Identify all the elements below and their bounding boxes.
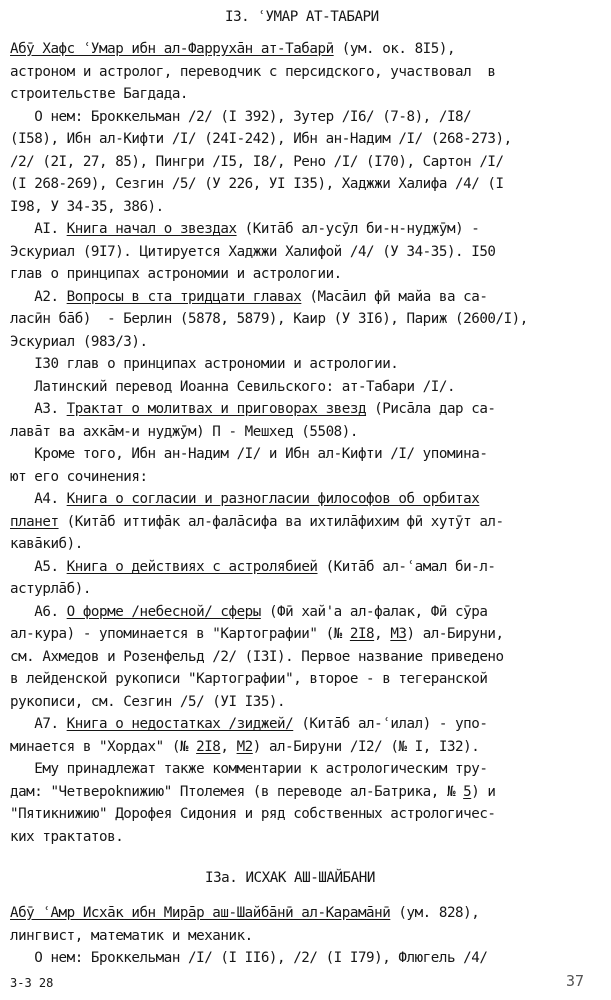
text-line (10, 265, 342, 283)
text-span: Эскуриал (983/3). (10, 333, 148, 350)
text-span: I30 глав о принципах астрономии и астрологии. (10, 356, 399, 372)
text-span: О нем: Броккельман /2/ (I 392), Зутер /I6/ (7-8), /I8/ (10, 108, 472, 125)
underlined-text: 2I8 (349, 626, 375, 642)
text-span: /2/ (2I, 27, 85), Пингри /I5, I8/, Рено /I/ (I70), Сартон /I/ (10, 153, 504, 170)
text-span: Ему принадлежат также комментарии к астрологическим тру- (10, 761, 488, 777)
text-span: ют его сочинения: (10, 468, 148, 485)
text-span: астроном и астролог, переводчик с персидского, участвовал в (10, 63, 496, 80)
underlined-text: Книга о действиях с астролябией (66, 558, 318, 575)
text-line (10, 715, 487, 733)
text-span: Кроме того, Ибн ан-Надим /I/ и Ибн ал-Кифти /I/ упомина- (10, 446, 488, 462)
text-span: лавāт ва ахкāм-и нуджӯм) П - Мешхед (5508). (10, 423, 358, 440)
text-span: глав о принципах астрономии и астрологии. (10, 266, 342, 282)
text-line (10, 445, 487, 463)
text-line (10, 468, 148, 486)
text-line (10, 355, 398, 373)
text-span: (Китāб ал-ʿилал) - упо- (293, 716, 488, 732)
text-span: AI. (10, 221, 67, 237)
text-line (10, 603, 487, 621)
text-line (10, 490, 479, 508)
underlined-text: 5 (463, 783, 472, 800)
underlined-text: Книга о недостатках /зиджей/ (66, 716, 294, 732)
text-span: (Китāб иттифāк ал-фалāсифа ва ихтилāфихим фӣ хутӯт ал- (58, 513, 504, 530)
text-span: дам: "Четвероknижию" Птолемея (в переводе ал-Батрика, № (10, 783, 464, 800)
underlined-text: О форме /небесной/ сферы (66, 603, 261, 620)
text-line (10, 378, 455, 396)
section-heading: I3. ʿУМАР АТ-ТАБАРИ (225, 9, 379, 25)
text-span: (Рисāла дар са- (366, 401, 496, 417)
text-span: (Фӣ хай'а ал-фалак, Фӣ сӯра (260, 603, 488, 620)
text-span: "Пятикнижию" Дорофея Сидония и ряд собственных астрологичес- (10, 806, 496, 822)
text-line (10, 153, 504, 171)
text-span: I98, У 34-35, 386). (10, 198, 164, 215)
underlined-text: Абӯ ʿАмр Исхāк ибн Мирāр аш-Шайбāнӣ ал-Карамāнӣ (10, 905, 391, 921)
text-span: A3. (10, 401, 67, 417)
text-line (10, 693, 285, 711)
text-span: A6. (10, 603, 67, 620)
text-span: (I58), Ибн ал-Кифти /I/ (24I-242), Ибн ан-Надим /I/ (268-273), (10, 131, 512, 147)
text-line (10, 904, 479, 922)
text-line (10, 310, 528, 328)
text-line (10, 648, 504, 666)
text-span: (ум. ок. 8I5), (333, 41, 456, 57)
text-line (10, 85, 188, 103)
text-line (10, 760, 487, 778)
text-line (10, 288, 487, 306)
page-number: 37 (566, 972, 585, 990)
text-line (10, 927, 253, 945)
text-span: ал-кура) - упоминается в "Картографии" (№ (10, 626, 350, 642)
text-span: (I 268-269), Сезгин /5/ (У 226, УI I35), Хаджжи Халифа /4/ (I (10, 176, 504, 192)
text-line (10, 738, 479, 756)
text-line (10, 805, 496, 823)
section-heading: I3a. ИСХАК АШ-ШАЙБАНИ (205, 870, 375, 886)
underlined-text: планет (10, 513, 59, 530)
text-line (10, 198, 164, 216)
text-line (10, 558, 496, 576)
text-span: строительстве Багдада. (10, 86, 189, 102)
text-line (10, 400, 496, 418)
text-span: A2. (10, 288, 67, 305)
text-span: ласӣн бāб) - Берлин (5878, 5879), Каир (У 3I6), Париж (2600/I), (10, 311, 528, 327)
text-span: О нем: Броккельман /I/ (I II6), /2/ (I I79), Флюгель /4/ (10, 950, 488, 966)
underlined-text: Вопросы в ста тридцати главах (66, 288, 302, 305)
text-span: (ум. 828), (390, 905, 480, 921)
text-span: (Китāб ал-усӯл би-н-нуджӯм) - (236, 221, 480, 237)
text-line (10, 175, 504, 193)
text-span: рукописи, см. Сезгин /5/ (УI I35). (10, 693, 286, 710)
text-line (10, 625, 504, 643)
text-span: , (374, 626, 391, 642)
text-span: , (220, 738, 237, 755)
text-line (10, 535, 83, 553)
text-span: лингвист, математик и механик. (10, 927, 253, 944)
text-span: (Масāил фӣ майа ва са- (301, 288, 488, 305)
text-span: A5. (10, 558, 67, 575)
text-line (10, 243, 496, 261)
text-line (10, 220, 479, 238)
text-line (10, 949, 487, 967)
underlined-text: M2 (236, 738, 253, 755)
text-span: A7. (10, 716, 67, 732)
text-line (10, 63, 496, 81)
underlined-text: 2I8 (196, 738, 221, 755)
text-line (10, 423, 358, 441)
text-line (10, 333, 148, 351)
text-span: минается в "Хордах" (№ (10, 738, 197, 755)
text-line (10, 828, 123, 846)
text-line (10, 783, 496, 801)
text-span: A4. (10, 491, 67, 507)
text-span: ) ал-Бируни /I2/ (№ I, I32). (252, 738, 480, 755)
text-span: Латинский перевод Иоанна Севильского: ат-Табари /I/. (10, 378, 456, 395)
underlined-text: M3 (390, 626, 407, 642)
text-line (10, 108, 471, 126)
text-line (10, 580, 91, 598)
underlined-text: Книга о согласии и разногласии философов об орбитах (66, 491, 480, 507)
text-line (10, 40, 455, 58)
text-span: ) ал-Бируни, (406, 626, 504, 642)
text-span: ких трактатов. (10, 828, 124, 845)
text-span: см. Ахмедов и Розенфельд /2/ (I3I). Первое название приведено (10, 648, 504, 665)
footer-code: 3-3 28 (10, 976, 54, 990)
text-span: астурлāб). (10, 581, 91, 597)
text-line (10, 513, 504, 531)
text-line (10, 670, 487, 688)
text-span: ) и (471, 783, 496, 800)
underlined-text: Книга начал о звездах (66, 221, 237, 237)
text-span: в лейденской рукописи "Картографии", второе - в тегеранской (10, 671, 488, 687)
text-span: (Китāб ал-ʿамал би-л- (317, 558, 496, 575)
underlined-text: Трактат о молитвах и приговорах звезд (66, 401, 367, 417)
underlined-text: Абӯ Хафс ʿУмар ибн ал-Фаррухāн ат-Табарӣ (10, 41, 334, 57)
text-span: Эскуриал (9I7). Цитируется Хаджжи Халифой /4/ (У 34-35). I50 (10, 243, 496, 260)
text-span: кавāкиб). (10, 536, 83, 552)
text-line (10, 130, 512, 148)
